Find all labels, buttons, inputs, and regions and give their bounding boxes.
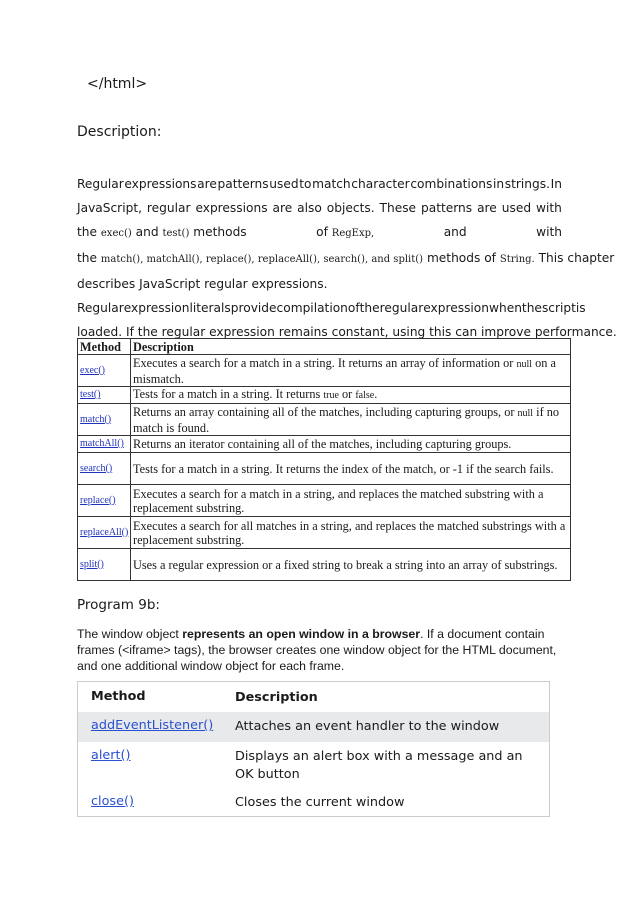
word: with (536, 201, 562, 215)
word: character (351, 177, 410, 191)
method-link[interactable]: addEventListener() (91, 718, 214, 733)
method-cell (78, 453, 131, 485)
inline-code: null (517, 407, 534, 419)
word: patterns (217, 177, 269, 191)
method-link[interactable]: match() (80, 413, 112, 425)
method-cell (78, 387, 131, 404)
word: match (312, 177, 351, 191)
program-intro-paragraph: The window object represents an open window in a browser. If a document contain frames (<iframe> tags), the browser creates one window object for the HTML document, and one additional window object for each frame. (77, 627, 557, 673)
description-text: Tests for a match in a string. It returns (133, 387, 321, 401)
description-cell (131, 355, 571, 387)
table-header-row (78, 682, 549, 712)
paragraph-line: describes JavaScript regular expressions. (77, 277, 328, 291)
word: compilation (276, 301, 348, 315)
paragraph-line: the exec() and test() methods of RegExp, and with (77, 225, 562, 239)
method-link[interactable]: alert() (91, 748, 131, 763)
method-link[interactable]: matchAll() (80, 438, 124, 449)
closing-html-tag: </html> (87, 76, 148, 92)
paragraph-line (77, 296, 586, 320)
table-row (78, 517, 571, 549)
method-link[interactable]: close() (91, 794, 134, 809)
table-row (78, 485, 571, 517)
window-methods-table (77, 681, 550, 817)
word: script (541, 301, 576, 315)
word: strings. (504, 177, 550, 191)
table-row (78, 404, 571, 436)
inline-code: null (516, 358, 533, 370)
description-cell (131, 436, 571, 453)
inline-code: false (355, 390, 375, 401)
word: literals (189, 301, 231, 315)
word: JavaScript, (77, 201, 142, 215)
description-text: Returns an array containing all of the matches, including capturing groups, or (133, 404, 515, 419)
word: expression (123, 301, 190, 315)
table-row (78, 436, 571, 453)
method-column-header: Method (91, 689, 146, 704)
description-heading: Description: (77, 124, 162, 140)
description-cell (131, 404, 571, 436)
word: expressions (195, 201, 268, 215)
description-text: or (338, 387, 356, 401)
table-row (78, 790, 549, 816)
table-row (78, 387, 571, 404)
description-cell (131, 485, 571, 517)
description-text: Uses a regular expression or a fixed string to break a string into an array of substrings. (133, 557, 558, 572)
method-cell (78, 517, 131, 549)
word: is (575, 301, 586, 315)
method-link[interactable]: replaceAll() (80, 526, 129, 538)
word: provide (230, 301, 277, 315)
method-description: Closes the current window (235, 795, 405, 810)
description-text: Executes a search for a match in a string. It returns an array of information or (133, 355, 514, 370)
paragraph-line (77, 196, 562, 220)
word: when (489, 301, 522, 315)
word: in (493, 177, 505, 191)
description-cell (131, 549, 571, 581)
word: Regular (77, 177, 124, 191)
word: objects. (326, 201, 375, 215)
program-heading: Program 9b: (77, 597, 160, 613)
method-link[interactable]: search() (80, 462, 113, 474)
word: used (269, 177, 299, 191)
word: In (550, 177, 562, 191)
word: to (299, 177, 312, 191)
table-row (78, 742, 549, 790)
word: are (477, 201, 497, 215)
method-description: Displays an alert box with a message and an OK button (235, 749, 523, 782)
table-row (78, 355, 571, 387)
word: used (501, 201, 532, 215)
description-paragraph-1 (77, 172, 617, 344)
word: Regular (77, 301, 124, 315)
word: patterns (421, 201, 473, 215)
word: of (347, 301, 360, 315)
word: the (521, 301, 542, 315)
word: are (272, 201, 293, 215)
description-cell (131, 517, 571, 549)
paragraph-line: loaded. If the regular expression remains constant, using this can improve performance. (77, 325, 617, 339)
description-text: if no match is found. (133, 404, 560, 435)
table-row (78, 549, 571, 581)
method-cell (78, 549, 131, 581)
paragraph-line: the match(), matchAll(), replace(), replaceAll(), search(), and split() methods of String. This chapter (77, 251, 615, 265)
table-row (78, 712, 549, 742)
word: regular (146, 201, 191, 215)
method-link[interactable]: replace() (80, 494, 116, 506)
description-text: Tests for a match in a string. It returns the index of the match, or -1 if the search fails. (133, 461, 554, 476)
description-column-header: Description (131, 339, 571, 355)
method-cell (78, 485, 131, 517)
regex-methods-table (77, 338, 571, 581)
paragraph-line (77, 172, 562, 196)
method-link[interactable]: split() (80, 558, 104, 570)
description-column-header: Description (235, 690, 318, 705)
method-cell (78, 436, 131, 453)
description-text: Executes a search for a match in a string, and replaces the matched substring with a replacement substring. (133, 486, 544, 515)
description-text: on a mismatch. (133, 355, 556, 386)
word: combinations (410, 177, 493, 191)
table-row (78, 453, 571, 485)
method-cell (78, 355, 131, 387)
description-cell (131, 387, 571, 404)
inline-code: true (323, 390, 339, 401)
method-link[interactable]: exec() (80, 364, 105, 376)
method-link[interactable]: test() (80, 389, 101, 400)
method-column-header: Method (78, 339, 131, 355)
method-cell (78, 404, 131, 436)
description-text: . (374, 387, 378, 401)
word: expressions (124, 177, 197, 191)
word: expression (423, 301, 489, 315)
word: These (379, 201, 417, 215)
table-header-row (78, 339, 571, 355)
word: are (197, 177, 217, 191)
description-text: Executes a search for all matches in a string, and replaces the matched substrings with a replacement substring. (133, 518, 566, 547)
description-cell (131, 453, 571, 485)
method-description: Attaches an event handler to the window (235, 719, 500, 734)
word: regular (379, 301, 424, 315)
word: also (297, 201, 322, 215)
description-text: Returns an iterator containing all of the matches, including capturing groups. (133, 437, 512, 451)
word: the (359, 301, 380, 315)
